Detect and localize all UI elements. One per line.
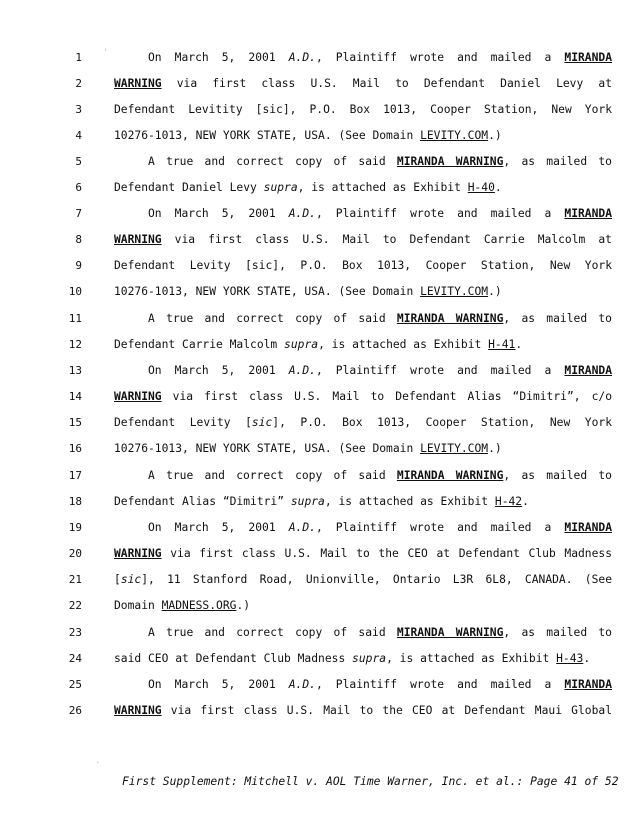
- text-segment: On March 5, 2001: [148, 521, 289, 534]
- document-line: [0, 361, 640, 381]
- text-segment: , Plaintiff wrote and mailed a: [315, 364, 565, 377]
- text-segment: , is attached as Exhibit: [324, 495, 495, 508]
- emphasis-text: WARNING: [114, 390, 162, 403]
- scan-speck: ': [103, 48, 109, 58]
- document-line: [0, 282, 640, 302]
- scan-speck: .: [95, 756, 101, 766]
- text-segment: Defendant Carrie Malcolm: [114, 338, 285, 351]
- reference-text: H-43: [556, 652, 584, 665]
- emphasis-text: WARNING: [114, 547, 162, 560]
- text-segment: A true and correct copy of said: [148, 312, 397, 325]
- text-segment: On March 5, 2001: [148, 364, 289, 377]
- text-segment: sic: [120, 573, 142, 586]
- document-line: [0, 126, 640, 146]
- line-text: [148, 675, 612, 695]
- line-text: [114, 256, 612, 276]
- line-text: [114, 439, 612, 459]
- emphasis-text: MIRANDA WARNING: [396, 312, 504, 325]
- text-segment: supra: [263, 181, 298, 194]
- document-line: [0, 492, 640, 512]
- text-segment: , Plaintiff wrote and mailed a: [315, 678, 565, 691]
- text-segment: , as mailed to: [503, 155, 612, 168]
- emphasis-text: MIRANDA: [564, 207, 612, 220]
- text-segment: Defendant Levity [sic], P.O. Box 1013, Cooper Station, New York: [114, 259, 612, 272]
- line-number: 1: [75, 51, 82, 64]
- line-text: [114, 74, 612, 94]
- line-number: 18: [68, 495, 82, 508]
- line-text: [148, 623, 612, 643]
- text-segment: .): [488, 129, 502, 142]
- document-line: [0, 439, 640, 459]
- text-segment: .): [488, 285, 502, 298]
- emphasis-text: MIRANDA: [564, 678, 612, 691]
- text-segment: supra: [290, 495, 325, 508]
- reference-text: LEVITY.COM: [420, 129, 489, 142]
- text-segment: A.D.: [288, 364, 316, 377]
- text-segment: via first class U.S. Mail to Defendant Alias “Dimitri”, c/o: [161, 390, 612, 403]
- line-number: 10: [68, 285, 82, 298]
- line-text: [148, 309, 612, 329]
- line-number: 8: [75, 233, 82, 246]
- line-number: 4: [75, 129, 82, 142]
- emphasis-text: WARNING: [114, 77, 162, 90]
- line-number: 22: [68, 599, 82, 612]
- line-text: [114, 100, 612, 120]
- text-segment: ], P.O. Box 1013, Cooper Station, New York: [272, 416, 612, 429]
- text-segment: Defendant Alias “Dimitri”: [114, 495, 291, 508]
- text-segment: , is attached as Exhibit: [318, 338, 489, 351]
- line-text: [114, 126, 612, 146]
- document-line: [0, 544, 640, 564]
- document-line: [0, 309, 640, 329]
- line-text: [114, 387, 612, 407]
- line-text: [114, 544, 612, 564]
- line-text: [114, 701, 612, 721]
- line-number: 15: [68, 416, 82, 429]
- text-segment: sic: [251, 416, 273, 429]
- document-line: [0, 701, 640, 721]
- text-segment: A.D.: [288, 207, 316, 220]
- text-segment: On March 5, 2001: [148, 51, 289, 64]
- line-number: 20: [68, 547, 82, 560]
- text-segment: On March 5, 2001: [148, 678, 289, 691]
- line-number: 2: [75, 77, 82, 90]
- reference-text: H-41: [488, 338, 516, 351]
- text-segment: , as mailed to: [503, 312, 612, 325]
- text-segment: 10276-1013, NEW YORK STATE, USA. (See Domain: [114, 129, 421, 142]
- line-number: 17: [68, 469, 82, 482]
- line-number: 12: [68, 338, 82, 351]
- document-line: [0, 466, 640, 486]
- text-segment: via first class U.S. Mail to Defendant Carrie Malcolm at: [161, 233, 612, 246]
- text-segment: , as mailed to: [503, 626, 612, 639]
- text-segment: 10276-1013, NEW YORK STATE, USA. (See Domain: [114, 442, 421, 455]
- text-segment: Defendant Daniel Levy: [114, 181, 264, 194]
- line-text: [148, 466, 612, 486]
- line-text: [148, 48, 612, 68]
- text-segment: .: [494, 181, 502, 194]
- line-number: 11: [68, 312, 82, 325]
- document-line: [0, 675, 640, 695]
- line-number: 3: [75, 103, 82, 116]
- document-line: [0, 335, 640, 355]
- emphasis-text: MIRANDA WARNING: [396, 469, 504, 482]
- text-segment: , Plaintiff wrote and mailed a: [315, 521, 565, 534]
- line-text: [114, 596, 612, 616]
- line-number: 26: [68, 704, 82, 717]
- reference-text: MADNESS.ORG: [161, 599, 237, 612]
- text-segment: 10276-1013, NEW YORK STATE, USA. (See Domain: [114, 285, 421, 298]
- line-number: 13: [68, 364, 82, 377]
- text-segment: .): [488, 442, 502, 455]
- line-number: 21: [68, 573, 82, 586]
- text-segment: A true and correct copy of said: [148, 626, 397, 639]
- line-number: 16: [68, 442, 82, 455]
- document-line: [0, 230, 640, 250]
- document-line: [0, 48, 640, 68]
- text-segment: .: [583, 652, 591, 665]
- emphasis-text: WARNING: [114, 233, 162, 246]
- line-number: 23: [68, 626, 82, 639]
- emphasis-text: MIRANDA: [564, 51, 612, 64]
- reference-text: LEVITY.COM: [420, 285, 489, 298]
- line-number: 9: [75, 259, 82, 272]
- line-number: 5: [75, 155, 82, 168]
- text-segment: Defendant Levitity [sic], P.O. Box 1013, Cooper Station, New York: [114, 103, 612, 116]
- line-text: [148, 361, 612, 381]
- line-text: [148, 152, 612, 172]
- reference-text: H-42: [494, 495, 523, 508]
- document-line: [0, 387, 640, 407]
- text-segment: ], 11 Stanford Road, Unionville, Ontario L3R 6L8, CANADA. (See: [141, 573, 612, 586]
- text-segment: .: [515, 338, 523, 351]
- line-number: 24: [68, 652, 82, 665]
- document-line: [0, 518, 640, 538]
- line-text: [114, 649, 612, 669]
- line-text: [114, 492, 612, 512]
- document-line: [0, 596, 640, 616]
- text-segment: said CEO at Defendant Club Madness: [114, 652, 353, 665]
- line-text: [114, 282, 612, 302]
- text-segment: , Plaintiff wrote and mailed a: [315, 207, 565, 220]
- text-segment: , is attached as Exhibit: [386, 652, 557, 665]
- line-number: 7: [75, 207, 82, 220]
- text-segment: On March 5, 2001: [148, 207, 289, 220]
- text-segment: , is attached as Exhibit: [297, 181, 468, 194]
- document-line: [0, 649, 640, 669]
- text-segment: Defendant Levity [: [114, 416, 252, 429]
- document-line: [0, 178, 640, 198]
- text-segment: , as mailed to: [503, 469, 612, 482]
- line-number: 14: [68, 390, 82, 403]
- text-segment: A.D.: [288, 678, 316, 691]
- text-segment: supra: [284, 338, 319, 351]
- reference-text: H-40: [467, 181, 495, 194]
- document-line: [0, 256, 640, 276]
- line-text: [114, 335, 612, 355]
- document-line: [0, 413, 640, 433]
- text-segment: A.D.: [288, 521, 316, 534]
- text-segment: Domain: [114, 599, 162, 612]
- document-line: [0, 570, 640, 590]
- document-line: [0, 623, 640, 643]
- text-segment: .: [522, 495, 529, 508]
- line-number: 6: [75, 181, 82, 194]
- document-line: [0, 204, 640, 224]
- document-line: [0, 100, 640, 120]
- text-segment: supra: [352, 652, 387, 665]
- line-text: [114, 570, 612, 590]
- emphasis-text: MIRANDA: [564, 521, 612, 534]
- text-segment: [: [114, 573, 121, 586]
- text-segment: A.D.: [288, 51, 316, 64]
- line-text: [114, 230, 612, 250]
- text-segment: via first class U.S. Mail to the CEO at Defendant Club Madness: [161, 547, 612, 560]
- line-text: [148, 204, 612, 224]
- text-segment: A true and correct copy of said: [148, 469, 397, 482]
- line-text: [114, 178, 612, 198]
- page-footer: First Supplement: Mitchell v. AOL Time Warner, Inc. et al.: Page 41 of 52: [122, 775, 619, 788]
- text-segment: .): [236, 599, 251, 612]
- emphasis-text: MIRANDA: [564, 364, 612, 377]
- line-number: 19: [68, 521, 82, 534]
- text-segment: , Plaintiff wrote and mailed a: [315, 51, 565, 64]
- emphasis-text: MIRANDA WARNING: [396, 155, 504, 168]
- text-segment: via first class U.S. Mail to the CEO at Defendant Maui Global: [161, 704, 612, 717]
- text-segment: A true and correct copy of said: [148, 155, 397, 168]
- emphasis-text: WARNING: [114, 704, 162, 717]
- line-text: [148, 518, 612, 538]
- reference-text: LEVITY.COM: [420, 442, 489, 455]
- text-segment: via first class U.S. Mail to Defendant Daniel Levy at: [161, 77, 612, 90]
- line-number: 25: [68, 678, 82, 691]
- emphasis-text: MIRANDA WARNING: [396, 626, 504, 639]
- document-line: [0, 152, 640, 172]
- line-text: [114, 413, 612, 433]
- document-line: [0, 74, 640, 94]
